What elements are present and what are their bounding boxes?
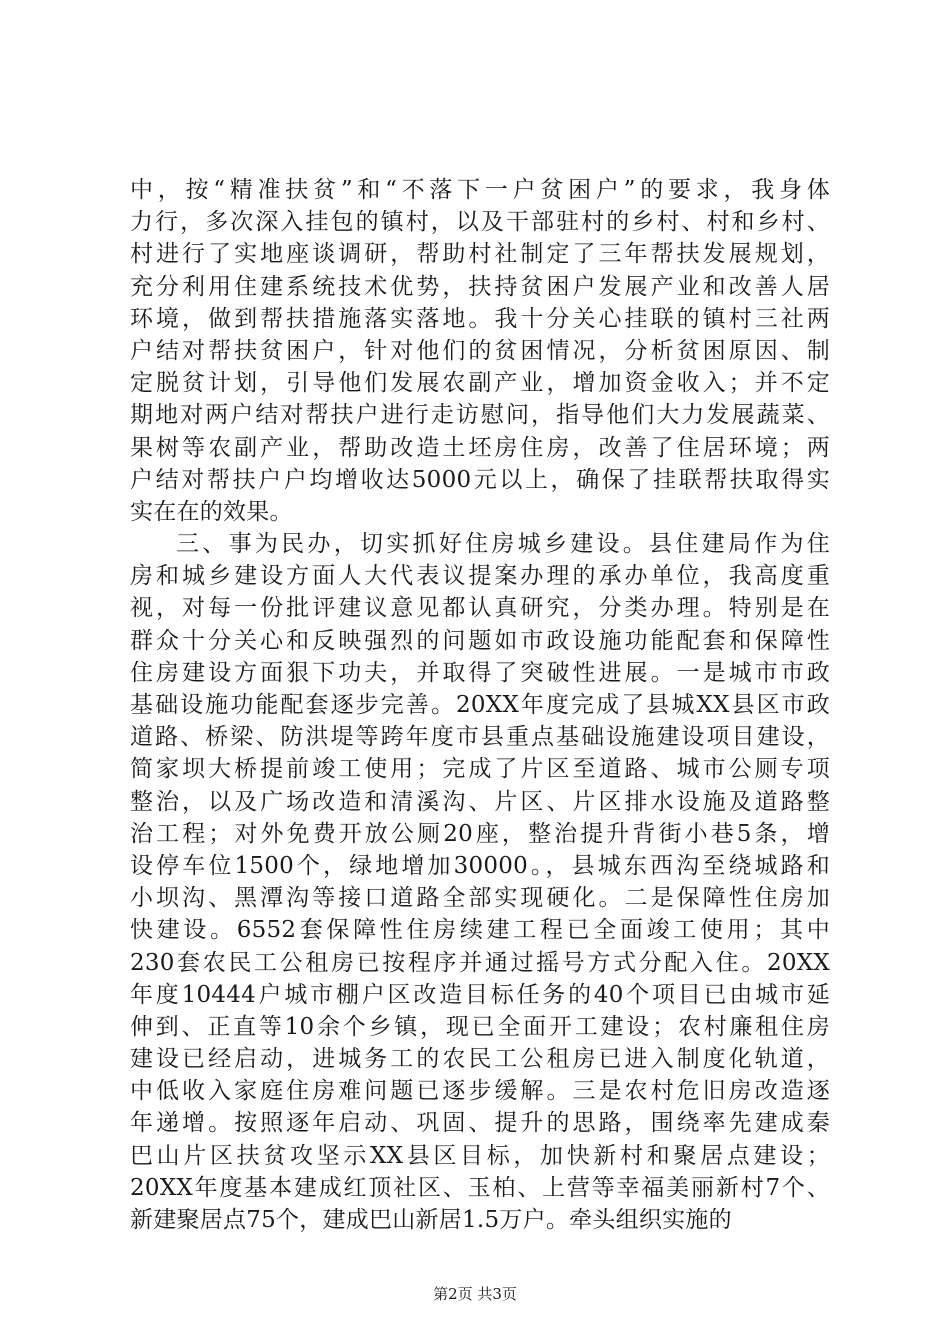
text-line: 新建聚居点75个，建成巴山新居1.5万户。牵头组织实施的 [130, 1207, 732, 1233]
text-line: 充分利用住建系统技术优势，扶持贫困户发展产业和改善人居 [130, 273, 830, 300]
text-line: 果树等农副产业，帮助改造土坯房住房，改善了住居环境；两 [130, 434, 830, 461]
text-line: 村进行了实地座谈调研，帮助村社制定了三年帮扶发展规划， [130, 241, 830, 268]
text-line: 年递增。按照逐年启动、巩固、提升的思路，围绕率先建成秦 [130, 1110, 830, 1137]
text-line: 力行，多次深入挂包的镇村，以及干部驻村的乡村、村和乡村、 [130, 209, 830, 236]
text-line: 简家坝大桥提前竣工使用；完成了片区至道路、城市公厕专项 [130, 756, 830, 783]
text-line: 整治，以及广场改造和清溪沟、片区、片区排水设施及道路整 [130, 788, 830, 815]
text-line: 三、事为民办，切实抓好住房城乡建设。县住建局作为住 [176, 531, 830, 558]
text-line: 230套农民工公租房已按程序并通过摇号方式分配入住。20XX [130, 949, 830, 976]
text-line: 设停车位1500个，绿地增加30000。，县城东西沟至绕城路和 [130, 852, 830, 879]
text-line: 治工程；对外免费开放公厕20座，整治提升背街小巷5条，增 [130, 820, 830, 847]
text-line: 房和城乡建设方面人大代表议提案办理的承办单位，我高度重 [130, 563, 830, 590]
text-line: 住房建设方面狠下功夫，并取得了突破性进展。一是城市市政 [130, 659, 830, 686]
text-line: 环境，做到帮扶措施落实落地。我十分关心挂联的镇村三社两 [130, 305, 830, 332]
text-line: 伸到、正直等10余个乡镇，现已全面开工建设；农村廉租住房 [130, 1013, 830, 1040]
text-line: 建设已经启动，进城务工的农民工公租房已进入制度化轨道， [130, 1046, 830, 1073]
paragraph [130, 528, 830, 1236]
text-line: 中低收入家庭住房难问题已逐步缓解。三是农村危旧房改造逐 [130, 1078, 830, 1105]
document-body [130, 174, 830, 1236]
text-line: 实在在的效果。 [130, 498, 293, 525]
text-line: 道路、桥梁、防洪堤等跨年度市县重点基础设施建设项目建设， [130, 724, 830, 751]
text-line: 户结对帮扶贫困户，针对他们的贫困情况，分析贫困原因、制 [130, 337, 830, 364]
text-line: 群众十分关心和反映强烈的问题如市政设施功能配套和保障性 [130, 627, 830, 654]
paragraph [130, 174, 830, 528]
text-line: 户结对帮扶户户均增收达5000元以上，确保了挂联帮扶取得实 [130, 466, 830, 493]
text-line: 年度10444户城市棚户区改造目标任务的40个项目已由城市延 [130, 981, 830, 1008]
text-line: 视，对每一份批评建议意见都认真研究，分类办理。特别是在 [130, 595, 830, 622]
text-line: 20XX年度基本建成红顶社区、玉柏、上营等幸福美丽新村7个、 [130, 1174, 830, 1201]
page-footer: 第2页 共3页 [433, 1285, 517, 1303]
text-line: 快建设。6552套保障性住房续建工程已全面竣工使用；其中 [130, 917, 830, 944]
text-line: 中，按“精准扶贫”和“不落下一户贫困户”的要求，我身体 [130, 177, 830, 203]
text-line: 期地对两户结对帮扶户进行走访慰问，指导他们大力发展蔬菜、 [130, 402, 830, 429]
text-line: 巴山片区扶贫攻坚示XX县区目标，加快新村和聚居点建设； [130, 1142, 830, 1169]
text-line: 小坝沟、黑潭沟等接口道路全部实现硬化。二是保障性住房加 [130, 885, 830, 912]
text-line: 定脱贫计划，引导他们发展农副产业，增加资金收入；并不定 [130, 370, 830, 397]
text-line: 基础设施功能配套逐步完善。20XX年度完成了县城XX县区市政 [130, 692, 830, 718]
